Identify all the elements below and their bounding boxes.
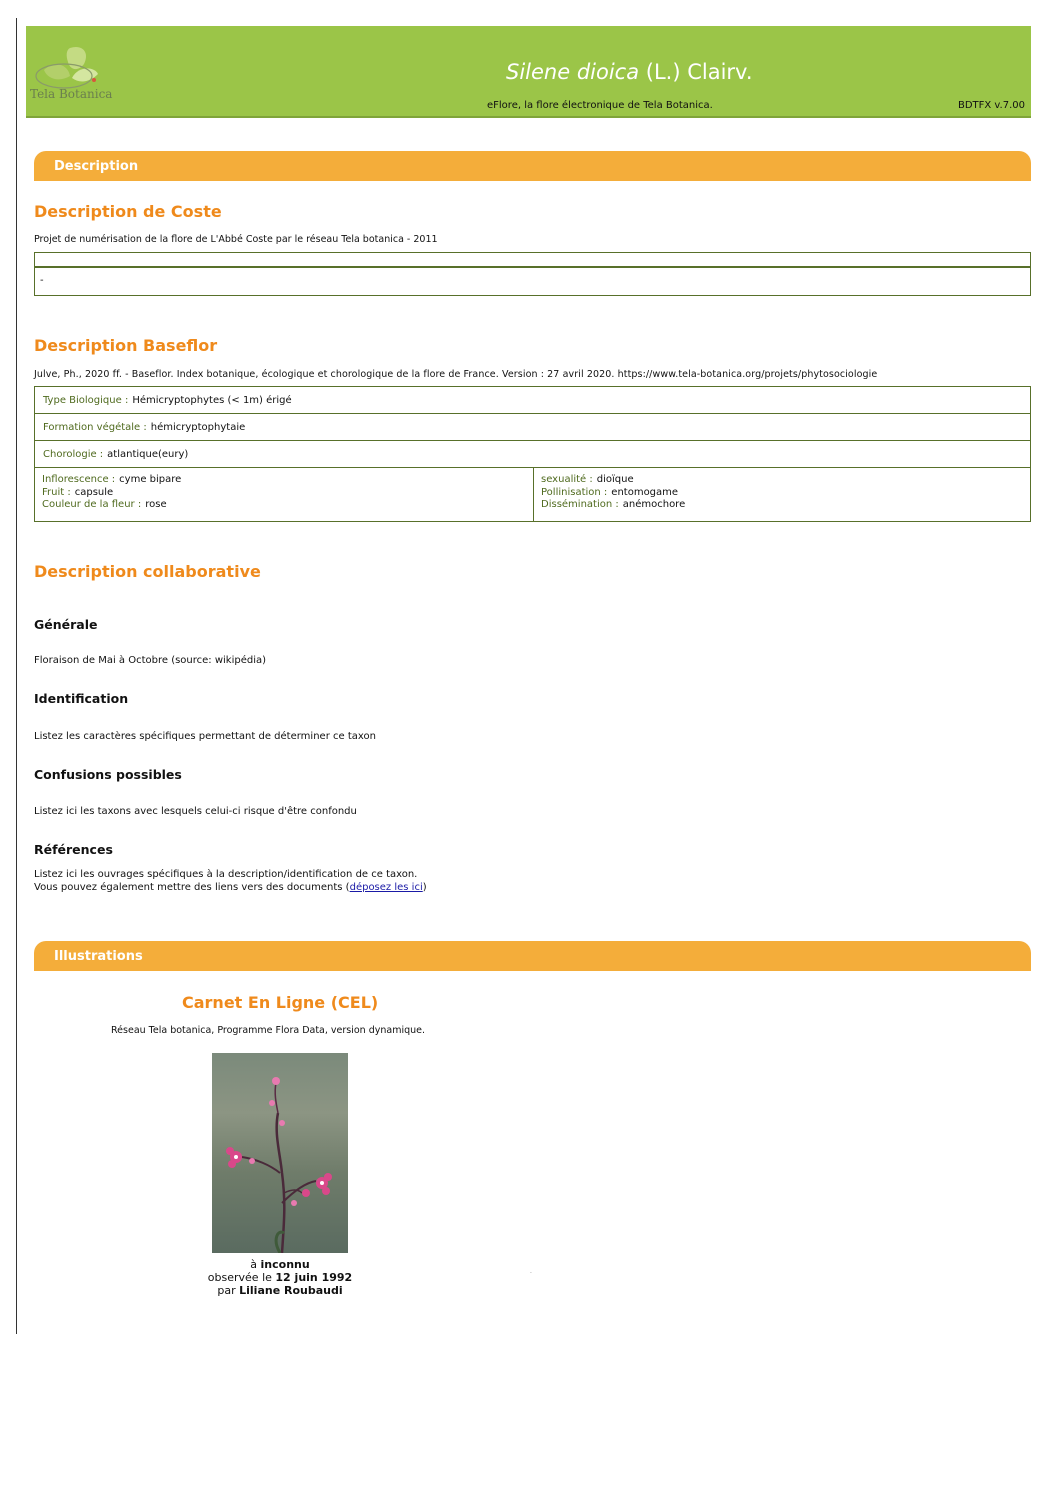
formation-value: hémicryptophytaie: [150, 421, 246, 433]
references-line2-post: ): [422, 882, 427, 893]
formation-label: Formation végétale :: [43, 421, 147, 433]
version-label: BDTFX v.7.00: [957, 100, 1025, 111]
type-bio-label: Type Biologique :: [43, 394, 129, 406]
section-illustrations: Illustrations: [34, 941, 1031, 971]
inflorescence-value: cyme bipare: [119, 474, 182, 485]
couleur-value: rose: [145, 499, 167, 510]
baseflor-formation-row: [34, 413, 1031, 441]
confusions-text: Listez ici les taxons avec lesquels celui-ci risque d'être confondu: [34, 806, 357, 817]
chorologie-label: Chorologie :: [43, 448, 104, 460]
fruit-label: Fruit :: [42, 486, 71, 498]
identification-title: Identification: [34, 691, 129, 706]
generale-title: Générale: [34, 617, 98, 632]
section-description: Description: [34, 151, 1031, 181]
sexualite-value: dioïque: [596, 474, 634, 485]
traits-left-col: [35, 468, 533, 521]
flower-image-icon: [212, 1053, 348, 1253]
caption-date: 12 juin 1992: [275, 1271, 353, 1284]
photo-caption-author: [180, 1284, 380, 1297]
couleur-label: Couleur de la fleur :: [42, 499, 142, 510]
baseflor-traits-row: [34, 467, 1031, 522]
coste-table-header: [34, 252, 1031, 267]
references-text: [34, 868, 427, 894]
baseflor-heading: Description Baseflor: [34, 336, 218, 355]
identification-text: Listez les caractères spécifiques permettant de déterminer ce taxon: [34, 731, 376, 742]
caption-by: par: [217, 1284, 240, 1297]
silene-photo[interactable]: [212, 1053, 348, 1253]
coste-heading: Description de Coste: [34, 202, 222, 221]
references-title: Références: [34, 842, 113, 857]
page-header: [26, 26, 1031, 118]
coste-source: Projet de numérisation de la flore de L'Abbé Coste par le réseau Tela botanica - 2011: [34, 234, 438, 245]
pollinisation-value: entomogame: [611, 486, 679, 498]
type-bio-value: Hémicryptophytes (< 1m) érigé: [132, 394, 292, 406]
deposez-link[interactable]: déposez les ici: [349, 882, 423, 893]
cel-source: Réseau Tela botanica, Programme Flora Data, version dynamique.: [111, 1025, 426, 1036]
confusions-title: Confusions possibles: [34, 767, 182, 782]
dissemination-label: Dissémination :: [541, 499, 619, 510]
page-title: [506, 60, 753, 84]
photo-caption-date: [180, 1271, 380, 1284]
baseflor-source: Julve, Ph., 2020 ff. - Baseflor. Index botanique, écologique et chorologique de la flore de France. Version : 27 avril 2020. https://www.tela-botanica.org/projets/phytosociologie: [34, 369, 878, 380]
references-line2: [34, 881, 427, 894]
sexualite-label: sexualité :: [541, 474, 593, 485]
chorologie-value: atlantique(eury): [107, 448, 189, 460]
page-subtitle: eFlore, la flore électronique de Tela Botanica.: [487, 100, 713, 111]
title-author: (L.) Clairv.: [639, 60, 753, 84]
collaborative-heading: Description collaborative: [34, 562, 261, 581]
stray-dot: .: [530, 1268, 532, 1275]
fruit-value: capsule: [74, 486, 114, 498]
logo-text: Tela Botanica: [30, 87, 113, 101]
generale-text: Floraison de Mai à Octobre (source: wikipédia): [34, 655, 267, 666]
caption-a: à: [250, 1258, 261, 1271]
references-line1: Listez ici les ouvrages spécifiques à la description/identification de ce taxon.: [34, 869, 418, 880]
coste-content: -: [40, 275, 44, 286]
caption-observed: observée le: [207, 1271, 276, 1284]
traits-right-col: [534, 468, 1030, 521]
cel-heading: Carnet En Ligne (CEL): [182, 993, 379, 1012]
page-margin-rule: [16, 18, 17, 1334]
photo-caption-place: [180, 1258, 380, 1271]
caption-place: inconnu: [260, 1258, 310, 1271]
dissemination-value: anémochore: [622, 499, 686, 510]
coste-table-body: [34, 267, 1031, 296]
caption-author: Liliane Roubaudi: [239, 1284, 343, 1297]
pollinisation-label: Pollinisation :: [541, 486, 608, 498]
title-species: Silene dioica: [506, 60, 640, 84]
references-line2-pre: Vous pouvez également mettre des liens vers des documents (: [34, 882, 350, 893]
inflorescence-label: Inflorescence :: [42, 474, 116, 485]
baseflor-chorologie-row: [34, 440, 1031, 468]
baseflor-type-bio-row: [34, 386, 1031, 414]
